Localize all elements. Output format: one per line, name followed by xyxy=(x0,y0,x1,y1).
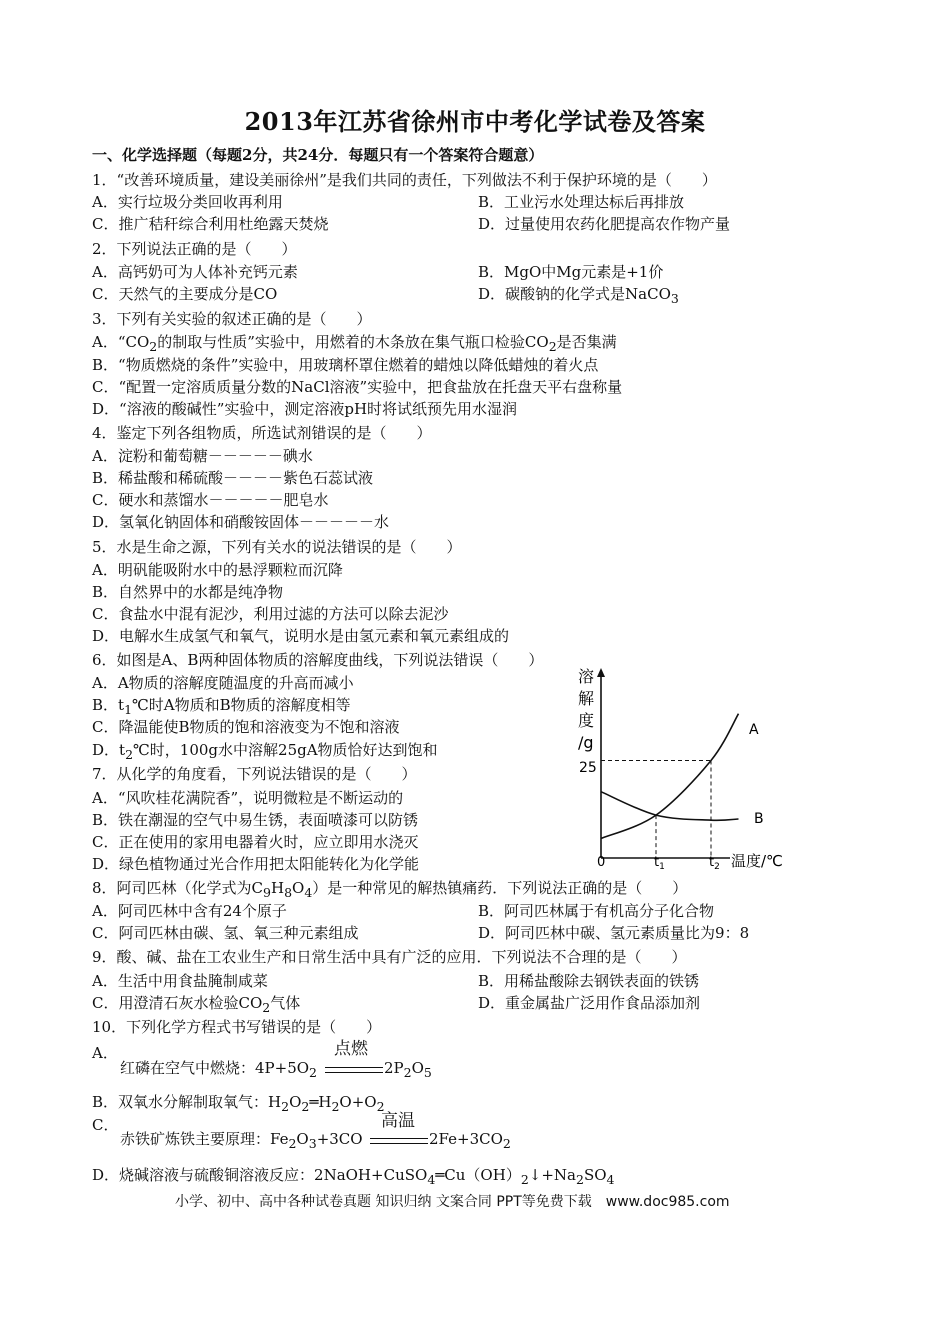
q3-stem: 3．下列有关实验的叙述正确的是（ ） xyxy=(92,310,372,328)
q6-stem: 6．如图是A、B两种固体物质的溶解度曲线，下列说法错误（ ） xyxy=(92,651,544,669)
q8-option-b: B．阿司匹林属于有机高分子化合物 xyxy=(478,902,715,920)
footer-note: 小学、初中、高中各种试卷真题 知识归纳 文案合同 PPT等免费下载 www.doc985.com xyxy=(175,1194,730,1210)
q5-option-c: C．食盐水中混有泥沙，利用过滤的方法可以除去泥沙 xyxy=(92,605,449,623)
q3-option-d: D．“溶液的酸碱性”实验中，测定溶液pH时将试纸预先用水湿润 xyxy=(92,400,518,418)
q7-option-b: B．铁在潮湿的空气中易生锈，表面喷漆可以防锈 xyxy=(92,811,419,829)
q3-option-c: C．“配置一定溶质质量分数的NaCl溶液”实验中，把食盐放在托盘天平右盘称量 xyxy=(92,378,623,396)
page-title: 2013年江苏省徐州市中考化学试卷及答案 xyxy=(244,107,706,136)
q5-stem: 5．水是生命之源，下列有关水的说法错误的是（ ） xyxy=(92,538,462,556)
q10-option-a-right: $2P_2O_5$ xyxy=(384,1059,432,1080)
q9-option-d: D．重金属盐广泛用作食品添加剂 xyxy=(478,994,701,1012)
solubility-chart xyxy=(570,668,795,876)
q3-option-b: B．“物质燃烧的条件”实验中，用玻璃杯罩住燃着的蜡烛以降低蜡烛的着火点 xyxy=(92,356,599,374)
q9-option-b: B．用稀盐酸除去钢铁表面的铁锈 xyxy=(478,972,700,990)
y-label-2: 解 xyxy=(578,689,595,708)
y-label-3: 度 xyxy=(578,711,595,730)
y-tick-25: 25 xyxy=(579,760,597,776)
q7-option-d: D．绿色植物通过光合作用把太阳能转化为化学能 xyxy=(92,855,420,873)
y-label-4: /g xyxy=(578,733,594,752)
q1-stem: 1．“改善环境质量，建设美丽徐州”是我们共同的责任，下列做法不利于保护环境的是（ ） xyxy=(92,171,717,189)
section-heading: 一、化学选择题（每题2分，共24分．每题只有一个答案符合题意） xyxy=(92,146,544,164)
q2-option-c: C．天然气的主要成分是CO xyxy=(92,285,278,303)
q1-option-c: C．推广秸秆综合利用杜绝露天焚烧 xyxy=(92,215,329,233)
q10-option-c-condition: 高温 xyxy=(381,1111,415,1131)
q6-option-d: D．$t_2℃$时，100g水中溶解25gA物质恰好达到饱和 xyxy=(92,741,438,762)
q7-stem: 7．从化学的角度看，下列说法错误的是（ ） xyxy=(92,765,417,783)
q10-option-a-label: A． xyxy=(92,1044,118,1062)
q1-option-d: D．过量使用农药化肥提高农作物产量 xyxy=(478,215,731,233)
q8-option-d: D．阿司匹林中碳、氢元素质量比为9：8 xyxy=(478,924,750,942)
q5-option-a: A．明矾能吸附水中的悬浮颗粒而沉降 xyxy=(92,561,343,579)
x-tick-t1: $t_1$ xyxy=(654,855,665,872)
q5-option-b: B．自然界中的水都是纯净物 xyxy=(92,583,284,601)
q10-stem: 10．下列化学方程式书写错误的是（ ） xyxy=(92,1018,382,1036)
q4-option-d: D．氢氧化钠固体和硝酸铵固体－－－－－水 xyxy=(92,513,390,531)
q6-option-b: B．$t_1℃$时A物质和B物质的溶解度相等 xyxy=(92,696,351,717)
q10-option-d: D．烧碱溶液与硫酸铜溶液反应：$2NaOH+CuSO_4═Cu(OH)_2↓+Na_2SO_4$ xyxy=(92,1166,615,1187)
q6-option-c: C．降温能使B物质的饱和溶液变为不饱和溶液 xyxy=(92,718,400,736)
q2-option-b: B．MgO中Mg元素是+1价 xyxy=(478,263,664,281)
q7-option-a: A．“风吹桂花满院香”，说明微粒是不断运动的 xyxy=(92,789,404,807)
q4-option-c: C．硬水和蒸馏水－－－－－肥皂水 xyxy=(92,491,329,509)
q10-option-a-condition: 点燃 xyxy=(334,1039,368,1059)
q10-option-a-left: 红磷在空气中燃烧：$4P+5O_2$ xyxy=(120,1059,317,1080)
q1-option-b: B．工业污水处理达标后再排放 xyxy=(478,193,685,211)
q4-stem: 4．鉴定下列各组物质，所选试剂错误的是（ ） xyxy=(92,424,432,442)
q7-option-c: C．正在使用的家用电器着火时，应立即用水浇灭 xyxy=(92,833,419,851)
curve-b-line xyxy=(601,792,739,821)
q10-option-b: B．双氧水分解制取氧气：$H_2O_2═H_2O+O_2$ xyxy=(92,1093,385,1114)
y-axis-arrow xyxy=(597,668,605,677)
q10-option-c-left: 赤铁矿炼铁主要原理：$Fe_2O_3+3CO$ xyxy=(120,1130,363,1151)
q2-option-a: A．高钙奶可为人体补充钙元素 xyxy=(92,263,298,281)
q10-option-c-right: $2Fe+3CO_2$ xyxy=(429,1130,511,1151)
q2-stem: 2．下列说法正确的是（ ） xyxy=(92,240,297,258)
curve-a-label: A xyxy=(749,722,759,738)
q6-option-a: A．A物质的溶解度随温度的升高而减小 xyxy=(92,674,354,692)
q10-option-c-label: C． xyxy=(92,1116,119,1134)
q8-stem: 8．阿司匹林（化学式为$C_9H_8O_4$）是一种常见的解热镇痛药．下列说法正确的是（ ） xyxy=(92,879,688,900)
q9-stem: 9．酸、碱、盐在工农业生产和日常生活中具有广泛的应用．下列说法不合理的是（ ） xyxy=(92,948,687,966)
q5-option-d: D．电解水生成氢气和氧气，说明水是由氢元素和氧元素组成的 xyxy=(92,627,510,645)
q4-option-b: B．稀盐酸和稀硫酸－－－－紫色石蕊试液 xyxy=(92,469,374,487)
q3-option-a: A．“$CO_2$的制取与性质”实验中，用燃着的木条放在集气瓶口检验$CO_2$是否集满 xyxy=(92,333,617,354)
x-tick-t2: $t_2$ xyxy=(709,855,720,872)
q4-option-a: A．淀粉和葡萄糖－－－－－碘水 xyxy=(92,447,313,465)
x-axis-label: 温度/℃ xyxy=(731,852,783,870)
q1-option-a: A．实行垃圾分类回收再利用 xyxy=(92,193,283,211)
origin-label: 0 xyxy=(597,855,606,870)
curve-b-label: B xyxy=(754,811,764,827)
q10-option-c-equals xyxy=(370,1138,428,1144)
q9-option-c: C．用澄清石灰水检验$CO_2$气体 xyxy=(92,994,301,1015)
q8-option-a: A．阿司匹林中含有24个原子 xyxy=(92,902,287,920)
q2-option-d: D．碳酸钠的化学式是NaCO$_3$ xyxy=(478,285,679,306)
q10-option-a-equals xyxy=(325,1067,383,1073)
y-label-1: 溶 xyxy=(578,668,595,686)
q9-option-a: A．生活中用食盐腌制咸菜 xyxy=(92,972,268,990)
q8-option-c: C．阿司匹林由碳、氢、氧三种元素组成 xyxy=(92,924,359,942)
